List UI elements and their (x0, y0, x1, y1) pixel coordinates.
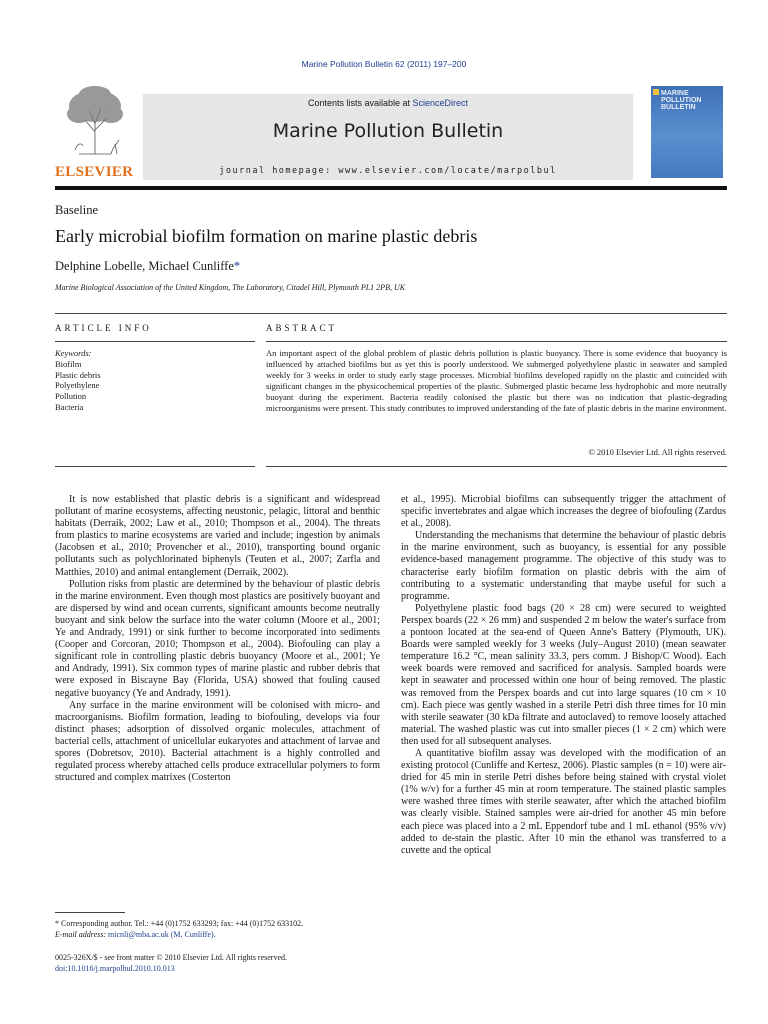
cover-emblem-icon (653, 89, 659, 95)
email-link[interactable]: micnli@mba.ac.uk (M. Cunliffe). (108, 930, 216, 939)
body-paragraph: Pollution risks from plastic are determined by the behaviour of plastic debris in the marine environment. Even though most plastics are positively buoyant and are dispersed by wind and ocean currents, significant amounts become neutrally buoyant and sink below the surface into the water column (Moore et al., 2001; Ye and Andrady, 1991) or sink further to become incorporated into sediments (Cooper and Corcoran, 2010; Thompson et al., 2004). Biofouling can play a significant role in controlling plastic debris buoyancy (Moore et al., 2001; Ye and Andrady, 1991). Six common types of marine plastic and rubber debris that were exposed in Biscayne Bay (Florida, USA) showed that fouling caused negative buoyancy (Ye and Andrady, 1991). (55, 578, 380, 699)
keywords-heading: Keywords: (55, 348, 92, 358)
email-line (55, 929, 385, 940)
article-title: Early microbial biofilm formation on marine plastic debris (55, 226, 478, 246)
keyword: Biofilm (55, 358, 82, 369)
journal-cover-thumbnail[interactable] (651, 86, 723, 178)
body-paragraph: Understanding the mechanisms that determine the behaviour of plastic debris in the marine environment, such as buoyancy, is essential for any possible evidence-based management programme. The objective of this study was to characterise early biofilm formation on plastic debris with the aim of contributing to a systematic understanding that maybe useful for such a programme. (401, 530, 726, 602)
author-affiliation: Marine Biological Association of the United Kingdom, The Laboratory, Citadel Hill, Plymouth PL1 2PB, UK (55, 283, 406, 292)
body-paragraph: A quantitative biofilm assay was developed with the modification of an existing protocol (Cunliffe and Kertesz, 2006). Plastic samples (n = 10) were air-dried for 45 min in sterile Petri dishes before being stained with crystal violet (1% w/v) for a further 45 min at room temperature. The stained plastic samples were washed three times with sterile seawater, after which the attached biofilm was clearly visible. Stained samples were air-dried for another 45 min before each piece was placed into a 2 mL Eppendorf tube and 1 mL ethanol (95% v/v) added to de-stain the plastic. After 10 min the ethanol was transferred to a cuvette and the optical (401, 747, 726, 856)
article-section: Baseline (55, 203, 99, 217)
body-column-left (55, 494, 380, 784)
divider (266, 466, 727, 467)
abstract-copyright: © 2010 Elsevier Ltd. All rights reserved. (588, 447, 727, 457)
elsevier-tree-icon (59, 84, 131, 156)
abstract-heading: ABSTRACT (266, 323, 338, 333)
body-paragraph: Any surface in the marine environment will be colonised with micro- and macroorganisms. Biofilm formation, leading to biofouling, develops via four distinct phases; adsorption of dissolved organic molecules, attachment of bacterial cells, attachment of unicellular eukaryotes and attachment of larvae and spores (Dobretsov, 2010). Bacterial attachment is a highly controlled and regulated process whereby attached cells produce extracellular polymers to form structured and complex matrixes (Costerton (55, 699, 380, 784)
elsevier-wordmark: ELSEVIER (55, 164, 134, 180)
author-names: Delphine Lobelle, Michael Cunliffe (55, 259, 234, 273)
divider (55, 313, 727, 314)
elsevier-logo[interactable] (55, 84, 133, 182)
keyword: Polyethylene (55, 380, 100, 391)
footnote (55, 918, 385, 940)
cover-title (661, 90, 701, 111)
keywords-block (55, 348, 235, 413)
journal-banner (143, 94, 633, 180)
doi-link[interactable]: doi:10.1016/j.marpolbul.2010.10.013 (55, 964, 175, 973)
contents-prefix: Contents lists available at (307, 98, 413, 108)
article-info-heading: ARTICLE INFO (55, 323, 152, 333)
body-paragraph: It is now established that plastic debris is a significant and widespread pollutant of marine ecosystems, affecting neustonic, pelagic, littoral and benthic habitats (Derraik, 2002; Law et al., 2010; Thompson et al., 2004). The threats from plastics to marine ecosystems are varied and include; ingestion by animals (Jacobsen et al., 2010; Provencher et al., 2010), transporting bound organic pollutants such as polychlorinated biphenyls (Teuten et al., 2007; Zarfla and Matthies, 2010) and animal entanglement (Derraik, 2002). (55, 494, 380, 578)
article-authors (55, 259, 240, 274)
divider (55, 341, 255, 342)
body-column-right (401, 494, 726, 857)
page-footer (55, 952, 385, 974)
sciencedirect-link[interactable]: ScienceDirect (412, 98, 469, 108)
abstract-text: An important aspect of the global problem of plastic debris pollution is plastic buoyancy. There is some evidence that buoyancy is influenced by attached biofilms but as yet this is poorly understood. We submerged polyethylene plastic in seawater and sampled weekly for 3 weeks in order to study early stage processes. Microbial biofilms developed rapidly on the plastic and coincided with significant changes in the physicochemical properties of the plastic. Submerged plastic became less hydrophobic and more neutrally buoyant during the experiment. Bacteria readily colonised the plastic but there was no indication that plastic-degrading microorganisms were present. This study contributes to improved understanding of the fate of plastic debris in the marine environment. (266, 348, 727, 413)
cover-title-line: POLLUTION (661, 97, 702, 104)
journal-citation[interactable]: Marine Pollution Bulletin 62 (2011) 197–200 (301, 59, 467, 69)
keyword: Bacteria (55, 401, 84, 412)
body-paragraph: et al., 1995). Microbial biofilms can subsequently trigger the attachment of specific invertebrates and algae which increases the degree of biofouling (Zardus et al., 2008). (401, 494, 726, 530)
divider (55, 466, 255, 467)
cover-title-line: MARINE (661, 90, 689, 97)
footnote-rule (55, 912, 125, 913)
keyword: Pollution (55, 391, 87, 402)
corresponding-author-mark[interactable]: * (233, 259, 241, 273)
journal-header (55, 84, 727, 182)
cover-title-line: BULLETIN (661, 104, 696, 111)
keyword: Plastic debris (55, 369, 101, 380)
email-label: E-mail address: (55, 930, 107, 939)
journal-title: Marine Pollution Bulletin (272, 120, 504, 142)
issn-line: 0025-326X/$ - see front matter © 2010 Elsevier Ltd. All rights reserved. (55, 953, 288, 962)
contents-line (143, 98, 633, 108)
journal-homepage[interactable]: journal homepage: www.elsevier.com/locate/marpolbul (219, 166, 557, 176)
body-paragraph: Polyethylene plastic food bags (20 × 28 cm) were secured to weighted Perspex boards (22 × 26 mm) and suspended 2 m below the water's surface from a pontoon located at the sea-end of Queen Anne's Battery (Plymouth, UK). Boards were sampled weekly for 3 weeks (July–August 2010) (mean seawater temperature 16.2 °C, mean salinity 33.3, pers comm. J Bishop/C Wood). Each week boards were removed and sacrificed for analysis. Sampled boards were kept in seawater and processed within one hour of being removed. The plastic was removed from the Perspex boards and cut into large squares (10 cm × 10 cm). Each piece was gently washed in a sterile Petri dish three times for 10 min with sterile seawater (30 kDa filtrate and autoclaved) to remove loosely attached material. The washed plastic was cut into smaller pieces (1 × 2 cm) which were then used for all subsequent analyses. (401, 602, 726, 747)
divider (266, 341, 727, 342)
header-rule (55, 186, 727, 190)
corresponding-author-note: * Corresponding author. Tel.: +44 (0)1752 633293; fax: +44 (0)1752 633102. (55, 919, 304, 928)
